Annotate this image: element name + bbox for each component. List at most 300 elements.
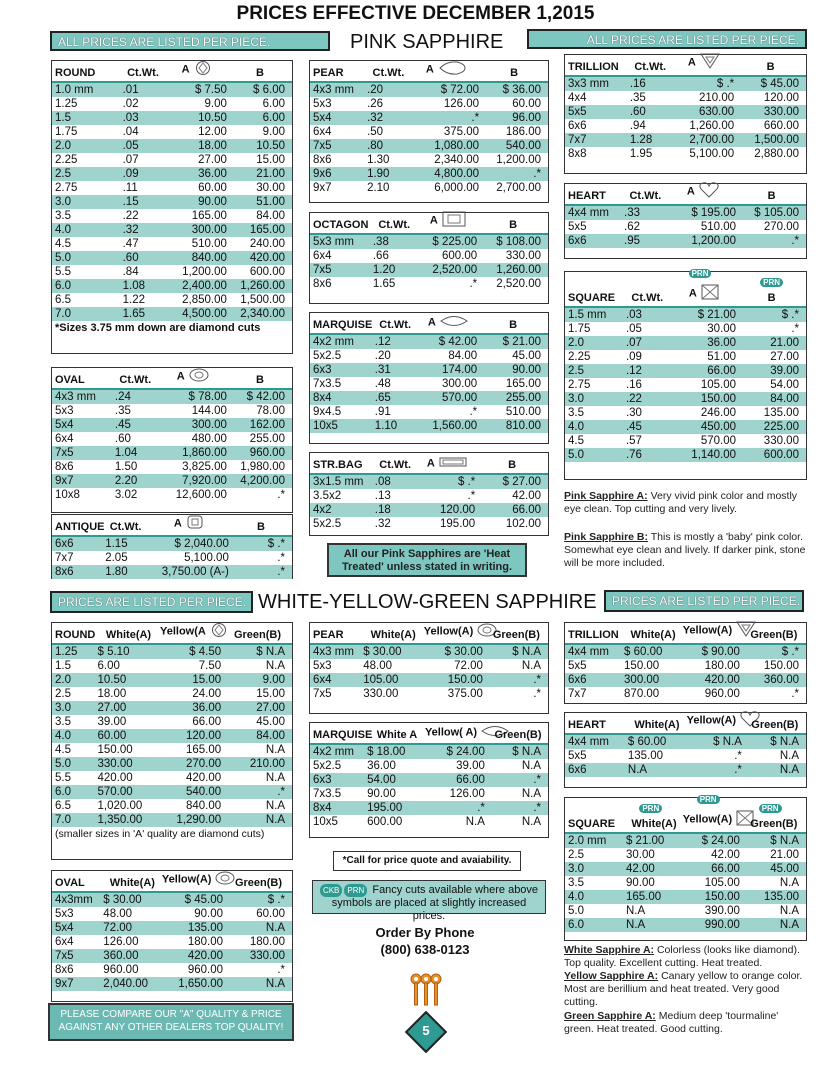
table-cell: 1,020.00	[97, 800, 143, 812]
table-cell: $ N.A	[713, 736, 742, 748]
table-cell: .57	[625, 435, 642, 447]
wyg-round-note: (smaller sizes in 'A' quality are diamond cuts)	[55, 828, 265, 840]
table-cell: 480.00	[191, 433, 227, 445]
pear-cut-icon	[437, 60, 467, 79]
pink-round-note: *Sizes 3.75 mm down are diamond cuts	[55, 322, 261, 334]
pink-round-col-header: ROUND	[55, 67, 96, 79]
pink-heart-col-header: HEART	[568, 190, 606, 202]
table-cell: .18	[374, 504, 391, 516]
table-cell: 6x6	[55, 538, 74, 550]
table-cell: 2.5	[568, 849, 584, 861]
pink-square-header	[565, 269, 806, 308]
table-cell: 330.00	[97, 758, 133, 770]
wyg-banner-left: PRICES ARE LISTED PER PIECE.	[50, 591, 253, 613]
table-cell: 84.00	[256, 730, 285, 742]
table-cell: 810.00	[505, 420, 541, 432]
table-row	[565, 336, 806, 350]
table-row	[52, 139, 292, 153]
table-cell: 246.00	[700, 407, 737, 419]
table-cell: 4.0	[55, 224, 71, 236]
wyg-heart-col-header: Green(B)	[751, 719, 799, 731]
table-row	[52, 195, 292, 209]
table-cell: N.A	[779, 919, 799, 931]
wyg-oval-col-header: Yellow(A)	[162, 870, 228, 889]
table-cell: N.A	[779, 877, 799, 889]
table-row	[52, 404, 292, 418]
table-cell: 1.75	[55, 126, 78, 138]
table-cell: 6.5	[55, 800, 71, 812]
wyg-heart-col-header: White(A)	[634, 719, 680, 731]
table-row	[565, 890, 806, 904]
pink-marquise-col-header: Ct.Wt.	[379, 319, 412, 331]
table-cell: 1,290.00	[176, 814, 222, 826]
table-cell: 165.00	[625, 891, 662, 903]
wyg-square-col-header: Green(B) PRN	[750, 804, 798, 830]
table-cell: 66.00	[711, 863, 740, 875]
table-cell: 570.00	[97, 786, 133, 798]
table-cell: 120.00	[440, 504, 476, 516]
table-cell: .45	[114, 419, 131, 431]
table-cell: 5x2.5	[313, 350, 342, 362]
table-cell: 150.00	[704, 891, 740, 903]
table-row	[310, 181, 548, 195]
table-cell: 2,400.00	[182, 280, 227, 292]
table-cell: 165.00	[191, 210, 227, 222]
table-cell: 6.00	[97, 660, 120, 672]
table-cell: 2.20	[114, 475, 138, 487]
table-row	[565, 834, 806, 848]
table-cell: 4x2 mm	[313, 336, 354, 348]
table-cell: 135.00	[627, 750, 664, 762]
table-row	[565, 918, 806, 932]
table-cell: $ 60.00	[627, 736, 667, 748]
table-cell: 2,880.00	[754, 148, 799, 160]
table-cell: 1.5	[55, 660, 71, 672]
table-cell: .33	[624, 207, 641, 219]
table-cell: 1.80	[105, 566, 128, 578]
table-cell: $ 36.00	[502, 84, 541, 96]
table-cell: 990.00	[704, 919, 740, 931]
table-cell: 1.30	[367, 154, 390, 166]
table-cell: 7,920.00	[182, 475, 227, 487]
table-row	[565, 848, 806, 862]
table-cell: .03	[625, 309, 642, 321]
wyg-oval-col-header: OVAL	[55, 877, 85, 889]
pink-marquise-header	[310, 313, 548, 335]
table-cell: $ 7.50	[194, 84, 227, 96]
table-cell: .80	[367, 140, 384, 152]
table-cell: 375.00	[447, 688, 483, 700]
table-cell: 870.00	[624, 688, 660, 700]
table-cell: .*	[533, 774, 541, 786]
table-row	[52, 673, 292, 687]
table-cell: 420.00	[185, 772, 222, 784]
pink-pear-header	[310, 61, 548, 83]
table-cell: 2,850.00	[182, 294, 227, 306]
wyg-desc-yellow	[564, 970, 808, 1009]
table-cell: 1,200.00	[691, 235, 737, 247]
table-cell: 1.15	[105, 538, 128, 550]
table-cell: .22	[122, 210, 139, 222]
table-cell: .60	[114, 433, 131, 445]
table-row	[310, 167, 548, 181]
table-cell: 4.0	[568, 891, 584, 903]
table-row	[565, 904, 806, 918]
table-row	[52, 785, 292, 799]
table-cell: 1.5 mm	[568, 309, 607, 321]
table-row	[310, 235, 548, 249]
table-cell: .20	[374, 350, 391, 362]
pink-trillion-col-header: Ct.Wt.	[634, 61, 667, 73]
table-cell: .*	[533, 802, 541, 814]
wyg-marquise-header	[310, 723, 548, 745]
table-cell: 6.0	[55, 280, 71, 292]
table-cell: 5.5	[55, 772, 71, 784]
table-cell: 3.0	[55, 702, 71, 714]
wyg-desc-green-text: Medium deep 'tourmaline' green. Heat treated. Good cutting.	[564, 1010, 779, 1035]
wyg-marquise-col-header: White A	[376, 729, 418, 741]
table-cell: 51.00	[256, 196, 285, 208]
table-row	[52, 977, 292, 991]
table-cell: 18.00	[97, 688, 127, 700]
wyg-square-col-header: SQUARE	[568, 818, 616, 830]
table-cell: $ 24.00	[446, 746, 485, 758]
table-cell: .07	[122, 154, 139, 166]
table-cell: 84.00	[770, 393, 799, 405]
table-cell: 5,100.00	[689, 148, 735, 160]
table-cell: 1.25	[55, 98, 78, 110]
table-cell: 135.00	[187, 922, 224, 934]
table-cell: 8x6	[55, 566, 74, 578]
table-cell: 1.65	[372, 278, 396, 290]
table-cell: 2.75	[568, 379, 591, 391]
page-number: 5	[422, 1023, 430, 1038]
table-row	[52, 488, 292, 502]
wyg-desc-green-label: Green Sapphire A:	[564, 1010, 656, 1022]
table-cell: .03	[122, 112, 139, 124]
table-cell: 42.00	[512, 490, 541, 502]
pink-strbag-table	[309, 452, 549, 536]
table-row	[310, 349, 548, 363]
table-cell: $ 195.00	[691, 207, 737, 219]
table-cell: 9x6	[313, 168, 332, 180]
table-cell: 2.05	[105, 552, 128, 564]
table-cell: $ 72.00	[440, 84, 480, 96]
table-cell: 6.00	[262, 112, 285, 124]
table-cell: $ 45.00	[184, 894, 224, 906]
table-row	[52, 209, 292, 223]
table-cell: N.A	[265, 660, 285, 672]
table-cell: 960.00	[704, 688, 740, 700]
table-cell: N.A	[521, 788, 541, 800]
wyg-square-table	[564, 797, 807, 941]
table-cell: 1.28	[629, 134, 653, 146]
table-cell: 1.22	[122, 294, 145, 306]
table-cell: 48.00	[363, 660, 392, 672]
table-row	[565, 406, 806, 420]
table-cell: $ 225.00	[432, 236, 478, 248]
pink-square-col-header: B PRN	[740, 292, 803, 304]
table-cell: 27.00	[770, 351, 799, 363]
table-cell: .35	[629, 92, 646, 104]
table-cell: .94	[629, 120, 646, 132]
table-cell: 420.00	[249, 252, 285, 264]
table-row	[52, 729, 292, 743]
table-cell: .20	[367, 84, 384, 96]
table-row	[565, 105, 806, 119]
table-cell: 5.0	[568, 449, 584, 461]
table-cell: 1.50	[114, 461, 138, 473]
table-cell: 4x2 mm	[313, 746, 354, 758]
pink-round-col-header: B	[256, 67, 264, 79]
table-cell: 5x3	[313, 98, 332, 110]
cushion-cut-icon	[185, 514, 205, 533]
table-cell: 36.00	[367, 760, 396, 772]
table-cell: .65	[374, 392, 391, 404]
table-row	[310, 659, 548, 673]
table-cell: 9.00	[262, 126, 285, 138]
table-cell: 84.00	[256, 210, 285, 222]
table-row	[310, 489, 548, 503]
table-cell: $ 27.00	[502, 476, 541, 488]
table-row	[52, 907, 292, 921]
table-cell: .*	[791, 323, 799, 335]
table-cell: 54.00	[367, 774, 396, 786]
table-cell: .16	[625, 379, 642, 391]
pink-octagon-col-header: OCTAGON	[313, 219, 369, 231]
table-cell: 60.00	[97, 730, 127, 742]
wyg-desc-yellow-text: Canary yellow to orange color. Most are berillium and heat treated. Very good cutting.	[564, 970, 803, 1008]
table-cell: 8x4	[313, 392, 332, 404]
table-cell: 72.00	[454, 660, 483, 672]
table-cell: 5.0	[55, 252, 71, 264]
pink-octagon-col-header: A	[415, 210, 481, 231]
table-row	[52, 701, 292, 715]
table-cell: 135.00	[763, 407, 799, 419]
table-cell: 1.10	[374, 420, 398, 432]
table-cell: 10.50	[256, 140, 285, 152]
table-cell: 195.00	[367, 802, 403, 814]
table-cell: .66	[372, 250, 389, 262]
wyg-marquise-col-header: MARQUISE	[313, 729, 373, 741]
table-cell: 300.00	[441, 378, 478, 390]
pink-marquise-col-header: A	[415, 314, 481, 331]
table-cell: $ 18.00	[367, 746, 406, 758]
pink-banner-right: ALL PRICES ARE LISTED PER PIECE.	[527, 29, 807, 49]
table-cell: 10.50	[198, 112, 227, 124]
table-cell: .35	[114, 405, 131, 417]
table-cell: 960.00	[103, 964, 139, 976]
table-cell: 570.00	[441, 392, 478, 404]
pink-pear-col-header: PEAR	[313, 67, 344, 79]
pink-heart-table	[564, 183, 807, 259]
table-cell: 1,200.00	[182, 266, 227, 278]
table-cell: 1.08	[122, 280, 145, 292]
table-cell: 1,500.00	[240, 294, 285, 306]
table-cell: .26	[367, 98, 384, 110]
table-cell: 1,260.00	[240, 280, 285, 292]
pink-oval-col-header: B	[256, 374, 264, 386]
table-cell: 36.00	[198, 168, 227, 180]
wyg-round-header	[52, 623, 292, 645]
pink-octagon-col-header: B	[509, 219, 518, 231]
table-cell: 6x6	[568, 235, 587, 247]
table-cell: 6x4	[55, 936, 74, 948]
table-cell: .45	[625, 421, 642, 433]
table-cell: .*	[791, 235, 799, 247]
table-cell: 42.00	[711, 849, 740, 861]
table-cell: 15.00	[192, 674, 222, 686]
table-cell: 3.5	[55, 210, 71, 222]
table-cell: 60.00	[256, 908, 285, 920]
table-cell: $ 42.00	[438, 336, 478, 348]
table-row	[52, 223, 292, 237]
table-cell: 6.00	[262, 98, 285, 110]
wyg-heart-header	[565, 713, 806, 735]
table-cell: .62	[624, 221, 641, 233]
table-cell: 36.00	[192, 702, 222, 714]
table-row	[565, 364, 806, 378]
table-row	[310, 815, 548, 829]
table-cell: 150.00	[700, 393, 737, 405]
table-cell: 240.00	[249, 238, 285, 250]
table-row	[565, 862, 806, 876]
table-cell: 4x4 mm	[568, 736, 609, 748]
table-row	[52, 921, 292, 935]
table-cell: 66.00	[512, 504, 541, 516]
table-cell: 42.00	[625, 863, 655, 875]
table-row	[310, 125, 548, 139]
table-cell: $ N.A	[770, 736, 799, 748]
table-cell: .50	[367, 126, 384, 138]
table-cell: 660.00	[763, 120, 799, 132]
table-row	[52, 111, 292, 125]
pink-strbag-col-header: A	[415, 456, 479, 471]
table-row	[310, 83, 548, 97]
table-cell: 1,500.00	[754, 134, 799, 146]
table-cell: 420.00	[97, 772, 133, 784]
table-row	[310, 801, 548, 815]
table-cell: 105.00	[700, 379, 737, 391]
table-cell: 5x5	[568, 750, 587, 762]
table-cell: 4x4 mm	[568, 207, 609, 219]
table-row	[310, 153, 548, 167]
table-row	[565, 322, 806, 336]
table-cell: 1.65	[122, 308, 145, 320]
table-cell: 15.00	[256, 688, 285, 700]
table-row	[310, 787, 548, 801]
table-cell: $ 60.00	[624, 646, 663, 658]
pink-octagon-table	[309, 212, 549, 304]
square-cut-icon	[700, 283, 720, 304]
pink-desc-b	[564, 531, 808, 570]
table-row	[52, 83, 292, 97]
table-cell: 10.50	[97, 674, 127, 686]
table-row	[310, 517, 548, 531]
table-cell: 36.00	[707, 337, 737, 349]
prn-tag: PRN	[639, 804, 662, 813]
table-row	[52, 687, 292, 701]
table-cell: $ 21.00	[625, 835, 665, 847]
pink-square-col-header: A PRN	[669, 283, 741, 304]
table-cell: 174.00	[441, 364, 478, 376]
table-row	[565, 392, 806, 406]
table-cell: $ 21.00	[697, 309, 737, 321]
table-cell: 2,520.00	[432, 264, 478, 276]
pink-desc-a	[564, 490, 808, 516]
table-cell: 1,260.00	[496, 264, 541, 276]
table-cell: 6x4	[313, 250, 332, 262]
pink-square-col-header: Ct.Wt.	[631, 292, 664, 304]
pink-square-table	[564, 271, 807, 480]
table-cell: 10x8	[55, 489, 80, 501]
marquise-cut-icon	[439, 314, 469, 331]
table-cell: 8x6	[55, 964, 74, 976]
table-cell: 2.0	[55, 674, 71, 686]
pink-antique-table	[51, 514, 293, 579]
table-cell: 8x8	[568, 148, 587, 160]
table-cell: .*	[469, 278, 478, 290]
table-cell: $ N.A	[256, 646, 285, 658]
table-cell: 180.00	[187, 936, 224, 948]
table-cell: 300.00	[191, 419, 227, 431]
pink-section-title: PINK SAPPHIRE	[350, 31, 504, 53]
table-cell: 90.00	[367, 788, 396, 800]
wyg-square-header	[565, 795, 806, 834]
wyg-pear-table	[309, 622, 549, 714]
table-cell: N.A	[779, 905, 799, 917]
table-cell: 30.00	[625, 849, 655, 861]
table-cell: 8x6	[55, 461, 74, 473]
table-cell: 9.00	[262, 674, 285, 686]
table-cell: 186.00	[505, 126, 541, 138]
pink-octagon-header	[310, 213, 548, 235]
table-row	[52, 446, 292, 460]
table-cell: 6,000.00	[434, 182, 480, 194]
table-cell: 7x5	[313, 264, 332, 276]
table-cell: 360.00	[103, 950, 139, 962]
table-cell: .04	[122, 126, 139, 138]
table-cell: 7.0	[55, 814, 71, 826]
table-cell: 3x1.5 mm	[313, 476, 364, 488]
table-cell: 4.5	[55, 238, 71, 250]
table-cell: 960.00	[249, 447, 285, 459]
table-row	[310, 645, 548, 659]
table-cell: .38	[372, 236, 389, 248]
table-cell: 1.20	[372, 264, 396, 276]
table-cell: 144.00	[191, 405, 227, 417]
pink-strbag-col-header: B	[508, 459, 517, 471]
table-row	[52, 181, 292, 195]
table-cell: 4.5	[568, 435, 584, 447]
table-row	[52, 167, 292, 181]
table-cell: 1,080.00	[434, 140, 480, 152]
table-cell: 6x3	[313, 774, 332, 786]
table-cell: .09	[122, 168, 139, 180]
wyg-trillion-col-header: Green(B)	[750, 629, 798, 641]
table-cell: .60	[122, 252, 139, 264]
table-cell: $ N.A	[512, 746, 541, 758]
table-row	[310, 503, 548, 517]
table-cell: 2.5	[568, 365, 584, 377]
order-title: Order By Phone	[375, 925, 475, 940]
table-cell: 255.00	[249, 433, 285, 445]
pink-trillion-col-header: TRILLION	[568, 61, 619, 73]
table-cell: 5.5	[55, 266, 71, 278]
table-cell: 6.0	[568, 919, 584, 931]
table-cell: 4,200.00	[240, 475, 285, 487]
table-cell: .22	[625, 393, 642, 405]
